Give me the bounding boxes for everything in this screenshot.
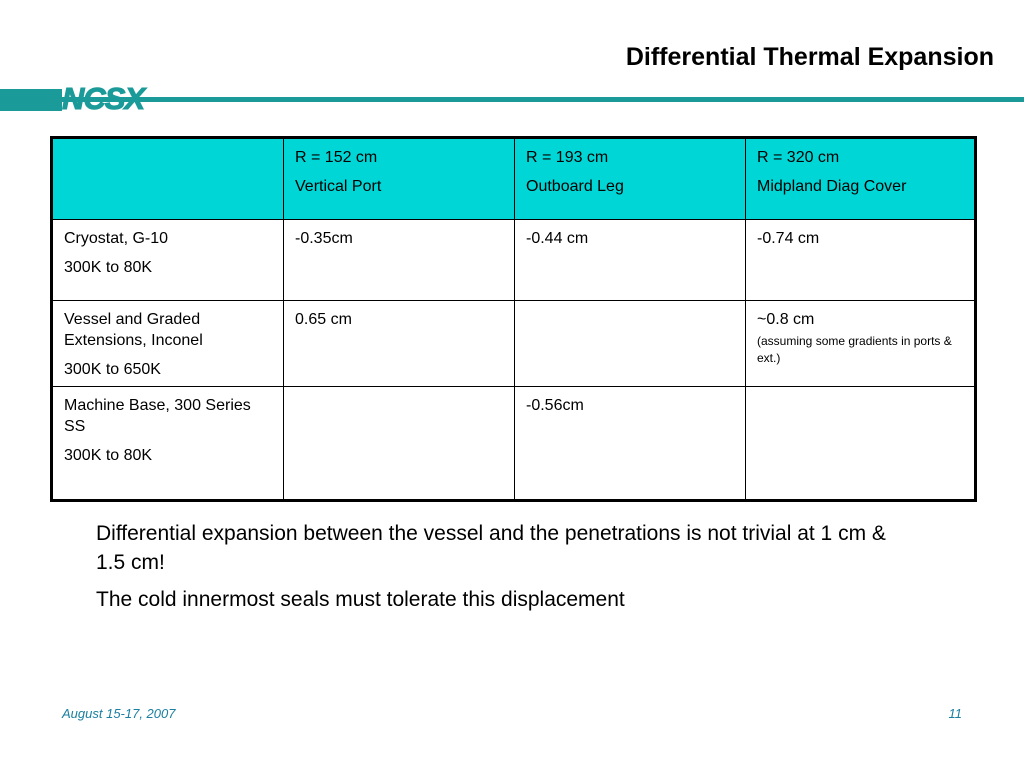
expansion-table (50, 136, 977, 502)
body-paragraph: Differential expansion between the vessel and the penetrations is not trivial at 1 cm & 1.5 cm! (96, 522, 886, 574)
table-row (52, 387, 976, 501)
header-location: Midpland Diag Cover (757, 178, 907, 195)
row-material: Vessel and Graded Extensions, Inconel (64, 311, 203, 349)
value-cell (515, 301, 746, 387)
value-cell (284, 220, 515, 301)
header-cell (284, 138, 515, 220)
row-label-cell (52, 220, 284, 301)
expansion-value: -0.44 cm (526, 230, 589, 247)
header-location: Outboard Leg (526, 178, 624, 195)
table-header-row (52, 138, 976, 220)
body-paragraph: The cold innermost seals must tolerate this displacement (96, 588, 625, 611)
value-cell (746, 220, 976, 301)
table-row (52, 220, 976, 301)
table-row (52, 301, 976, 387)
row-temperature-range: 300K to 80K (64, 259, 153, 276)
value-cell (515, 220, 746, 301)
row-label-cell (52, 387, 284, 501)
value-cell (284, 387, 515, 501)
row-temperature-range: 300K to 650K (64, 361, 161, 378)
expansion-value: -0.74 cm (757, 230, 820, 247)
header-radius: R = 320 cm (757, 149, 840, 166)
row-material: Cryostat, G-10 (64, 230, 169, 247)
slide-title: Differential Thermal Expansion (625, 43, 994, 71)
header-location: Vertical Port (295, 178, 382, 195)
value-cell (746, 301, 976, 387)
expansion-value: 0.65 cm (295, 311, 352, 328)
value-cell (515, 387, 746, 501)
header-cell (515, 138, 746, 220)
value-cell (284, 301, 515, 387)
header-radius: R = 193 cm (526, 149, 609, 166)
row-label-cell (52, 301, 284, 387)
row-temperature-range: 300K to 80K (64, 447, 153, 464)
header-rule (0, 97, 1024, 102)
value-cell (746, 387, 976, 501)
ncsx-logo: NCSX (62, 81, 145, 116)
body-text (96, 519, 916, 622)
header-radius: R = 152 cm (295, 149, 378, 166)
header-cell-empty (52, 138, 284, 220)
row-material: Machine Base, 300 Series SS (64, 397, 251, 435)
value-note: (assuming some gradients in ports & ext.) (757, 334, 952, 365)
header-cell (746, 138, 976, 220)
expansion-value: ~0.8 cm (757, 311, 815, 328)
footer-date: August 15-17, 2007 (62, 706, 176, 721)
footer-page-number: 11 (948, 706, 962, 721)
expansion-value: -0.35cm (295, 230, 353, 247)
expansion-value: -0.56cm (526, 397, 584, 414)
